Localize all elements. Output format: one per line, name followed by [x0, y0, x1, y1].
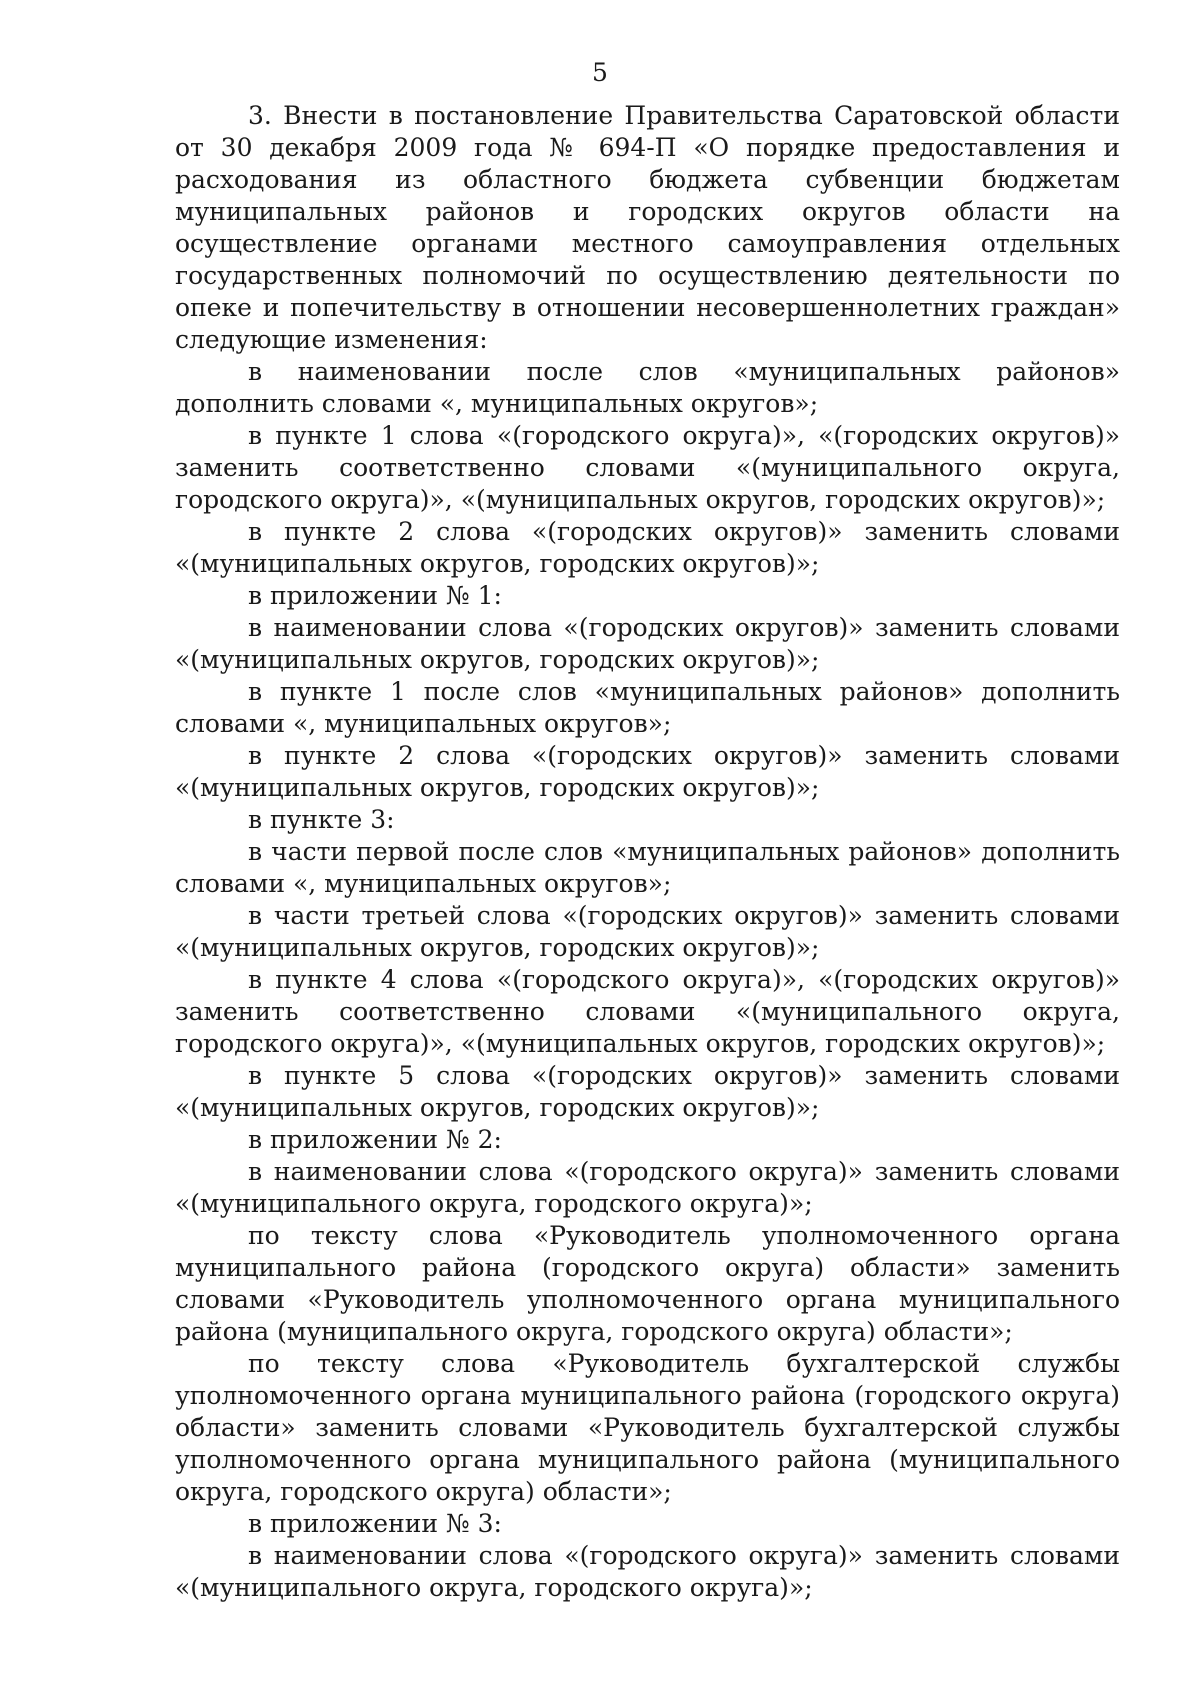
paragraph-amendment-intro: 3. Внести в постановление Правительства Саратовской области от 30 декабря 2009 года № 694-П «О порядке предоставления и расходования из областного бюджета субвенции бюджетам муниципальных районов и городских округов области на осуществление органами местного самоуправления отдельных государственных полномочий по осуществлению деятельности по опеке и попечительству в отношении несовершеннолетних граждан» следующие изменения: — [175, 101, 1120, 354]
paragraph-heading: в приложении № 3: — [248, 1509, 502, 1538]
page-number: 5 — [592, 58, 608, 87]
paragraph: в наименовании слова «(городского округа)» заменить словами «(муниципального округа, городского округа)»; — [175, 1541, 1120, 1602]
paragraph: в наименовании после слов «муниципальных районов» дополнить словами «, муниципальных округов»; — [175, 357, 1120, 418]
paragraph: в пункте 1 слова «(городского округа)», «(городских округов)» заменить соответственно словами «(муниципального округа, городского округа)», «(муниципальных округов, городских округов)»; — [175, 421, 1120, 514]
paragraph: в пункте 2 слова «(городских округов)» заменить словами «(муниципальных округов, городских округов)»; — [175, 741, 1120, 802]
paragraph: в наименовании слова «(городского округа)» заменить словами «(муниципального округа, городского округа)»; — [175, 1157, 1120, 1218]
paragraph: в наименовании слова «(городских округов)» заменить словами «(муниципальных округов, городских округов)»; — [175, 613, 1120, 674]
paragraph: в пункте 1 после слов «муниципальных районов» дополнить словами «, муниципальных округов»; — [175, 677, 1120, 738]
paragraph: по тексту слова «Руководитель уполномоченного органа муниципального района (городского округа) области» заменить словами «Руководитель уполномоченного органа муниципального района (муниципального округа, городского округа) области»; — [175, 1221, 1120, 1346]
paragraph-heading: в приложении № 1: — [248, 581, 502, 610]
paragraph: в пункте 5 слова «(городских округов)» заменить словами «(муниципальных округов, городских округов)»; — [175, 1061, 1120, 1122]
paragraph: в части первой после слов «муниципальных районов» дополнить словами «, муниципальных округов»; — [175, 837, 1120, 898]
paragraph-heading: в приложении № 2: — [248, 1125, 502, 1154]
paragraph: в пункте 4 слова «(городского округа)», «(городских округов)» заменить соответственно словами «(муниципального округа, городского округа)», «(муниципальных округов, городских округов)»; — [175, 965, 1120, 1058]
paragraph: в пункте 2 слова «(городских округов)» заменить словами «(муниципальных округов, городских округов)»; — [175, 517, 1120, 578]
paragraph: в части третьей слова «(городских округов)» заменить словами «(муниципальных округов, городских округов)»; — [175, 901, 1120, 962]
paragraph: по тексту слова «Руководитель бухгалтерской службы уполномоченного органа муниципального района (городского округа) области» заменить словами «Руководитель бухгалтерской службы уполномоченного органа муниципального района (муниципального округа, городского округа) области»; — [175, 1349, 1120, 1506]
document-body — [175, 100, 1120, 1604]
paragraph-heading: в пункте 3: — [248, 805, 395, 834]
